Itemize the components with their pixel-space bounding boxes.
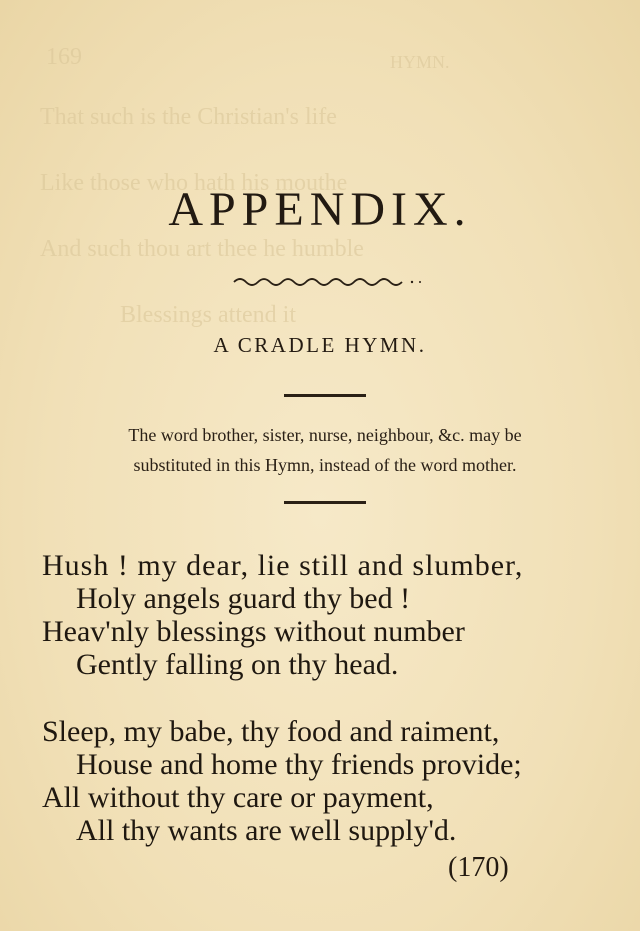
verse-line: Sleep, my babe, thy food and raiment, <box>42 715 500 748</box>
verse-line: All without thy care or payment, <box>42 781 434 814</box>
divider-rule <box>284 394 366 397</box>
wavy-ornament-divider <box>232 274 428 288</box>
verse-line: Heav'nly blessings without number <box>42 615 465 648</box>
bleed-through-text: HYMN. <box>390 52 450 72</box>
note-line: substituted in this Hymn, instead of the word mother. <box>133 455 517 475</box>
page-number: (170) <box>448 852 509 883</box>
verse-line: Hush ! my dear, lie still and slumber, <box>42 549 524 582</box>
verse-line: All thy wants are well supply'd. <box>76 814 457 847</box>
bleed-through-text: And such thou art thee he humble <box>40 236 364 262</box>
verse-line: Holy angels guard thy bed ! <box>76 582 411 615</box>
substitution-note <box>30 420 620 480</box>
note-line: The word brother, sister, nurse, neighbour, &c. may be <box>128 425 522 445</box>
bleed-through-text: Like those who hath his mouthe <box>40 170 348 196</box>
verse-line: House and home thy friends provide; <box>76 748 522 781</box>
hymn-title: A CRADLE HYMN. <box>213 333 427 357</box>
bleed-through-text: That such is the Christian's life <box>40 104 337 130</box>
divider-rule <box>284 501 366 504</box>
bleed-through-text: Blessings attend it <box>120 302 296 328</box>
verse-line: Gently falling on thy head. <box>76 648 399 681</box>
page-title: APPENDIX. <box>168 183 472 236</box>
bleed-through-text: 169 <box>46 44 82 70</box>
